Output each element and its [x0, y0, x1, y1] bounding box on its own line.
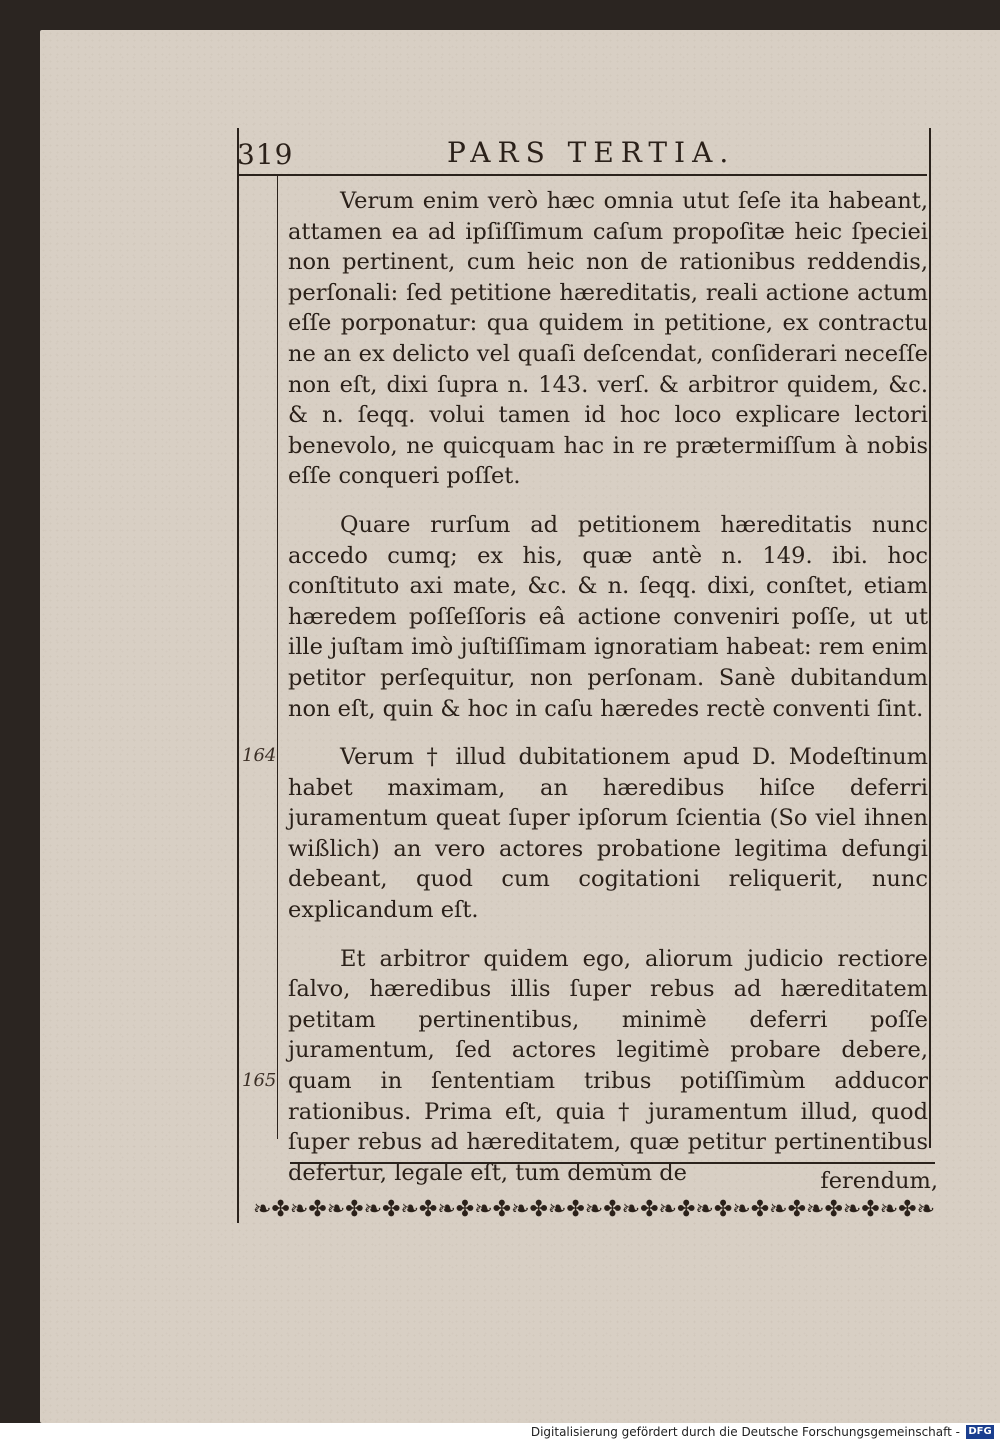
margin-note-165: 165	[242, 1070, 277, 1091]
page-header	[237, 132, 927, 172]
footer-bar	[0, 1423, 1000, 1443]
margin-note-164: 164	[242, 745, 277, 766]
body-text	[288, 186, 928, 1188]
margin-rule	[277, 176, 278, 1139]
frame-right-rule	[929, 128, 931, 1148]
page-number: 319	[237, 138, 294, 171]
bottom-rule	[290, 1162, 935, 1164]
header-rule	[237, 174, 927, 176]
ornament-glyphs: ❧✤❧✤❧✤❧✤❧✤❧✤❧✤❧✤❧✤❧✤❧✤❧✤❧✤❧✤❧✤❧✤❧✤❧✤❧	[253, 1196, 935, 1222]
ornament-border	[253, 1196, 935, 1222]
footer-credit: Digitalisierung gefördert durch die Deutsche Forschungsgemeinschaft -	[530, 1425, 960, 1439]
dfg-logo-icon[interactable]: DFG	[966, 1425, 994, 1439]
paragraph-2: Quare rurſum ad petitionem hæreditatis nunc accedo cumq; ex his, quæ antè n. 149. ibi. hoc conſtituto axi mate, &c. & n. ſeqq. dixi, conſtet, etiam hæredem poſſeſſoris eâ actione conveniri poſſe, ut ut ille juſtam imò juſtiſſimam ignoratiam habeat: rem enim petitor perſequitur, non perſonam. Sanè dubitandum non eſt, quin & hoc in caſu hæredes rectè conventi ſint.	[288, 511, 928, 722]
catchword: ferendum,	[820, 1168, 938, 1194]
paragraph-4: Et arbitror quidem ego, aliorum judicio rectiore ſalvo, hæredibus illis ſuper rebus ad hæreditatem petitam pertinentibus, minimè deferri poſſe juramentum, ſed actores legitimè probare debere, quam in ſententiam tribus potiſſimùm adducor rationibus. Prima eſt, quia † juramentum illud, quod ſuper rebus ad hæreditatem, quæ petitur pertinentibus defertur, legale eſt, tum demùm de	[288, 945, 928, 1186]
paragraph-3: Verum † illud dubitationem apud D. Modeſtinum habet maximam, an hæredibus hiſce deferri juramentum queat ſuper ipſorum ſcientia (So viel ihnen wißlich) an vero actores probatione legitima defungi debeant, quod cum cogitationi reliquerit, nunc explicandum eſt.	[288, 744, 928, 924]
running-title: PARS TERTIA.	[447, 136, 736, 169]
paragraph-1: Verum enim verò hæc omnia utut ſeſe ita habeant, attamen ea ad ipſiſſimum caſum propoſitæ heic ſpeciei non pertinent, cum heic non de rationibus reddendis, perſonali: ſed petitione hæreditatis, reali actione actum eſſe porponatur: qua quidem in petitione, ex contractu ne an ex delicto vel quaſi deſcendat, conſiderari neceſſe non eſt, dixi ſupra n. 143. verſ. & arbitror quidem, &c. & n. ſeqq. volui tamen id hoc loco explicare lectori benevolo, ne quicquam hac in re prætermiſſum à nobis eſſe conqueri poſſet.	[288, 188, 928, 490]
